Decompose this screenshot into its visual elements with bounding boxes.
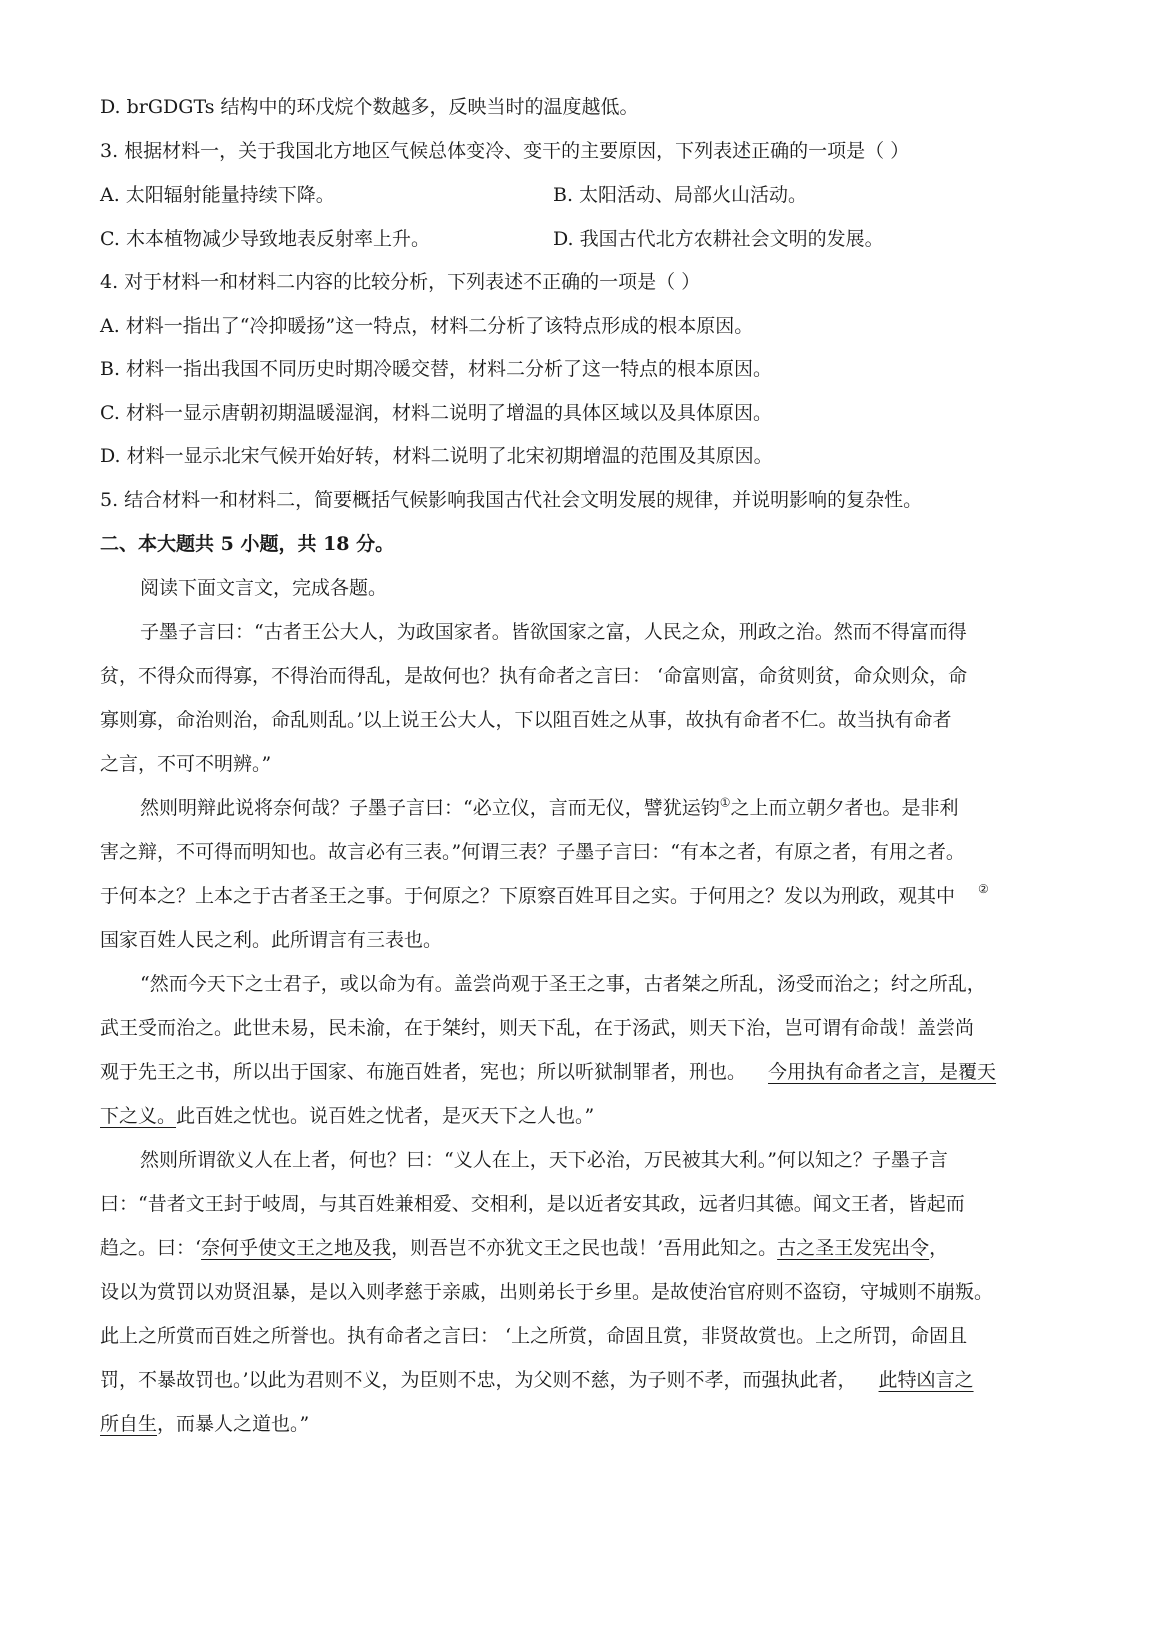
passage-p1-line1: 子墨子言曰：“古者王公大人，为政国家者。皆欲国家之富，人民之众，刑政之治。然而不得富而得 xyxy=(140,621,967,643)
underlined-sentence-4-part2: 所自生 xyxy=(100,1413,158,1435)
section-heading: 二、本大题共 5 小题，共 18 分。 xyxy=(100,533,395,555)
q3-option-d: D. 我国古代北方农耕社会文明的发展。 xyxy=(553,228,884,250)
passage-p4-line6-text: 罚，不暴故罚也。’以此为君则不义，为臣则不忠，为父则不慈，为子则不孝，而强执此者， xyxy=(100,1369,857,1391)
passage-p4-line3-text-c: ， xyxy=(929,1237,949,1259)
underlined-sentence-2: 奈何乎使文王之地及我 xyxy=(201,1237,392,1259)
passage-p3-line3 xyxy=(100,1059,996,1085)
passage-p4-line3-text-b: ，则吾岂不亦犹文王之民也哉！’吾用此知之。 xyxy=(391,1237,778,1259)
footnote-marker-1: ① xyxy=(719,795,731,810)
passage-p3-line2: 武王受而治之。此世未易，民未渝，在于桀纣，则天下乱，在于汤武，则天下治，岂可谓有命哉！盖尝尚 xyxy=(100,1017,975,1039)
passage-p3-line3-text: 观于先王之书，所以出于国家、布施百姓者，宪也；所以听狱制罪者，刑也。 xyxy=(100,1061,747,1083)
passage-p4-line3 xyxy=(100,1235,948,1261)
q4-option-d: D. 材料一显示北宋气候开始好转，材料二说明了北宋初期增温的范围及其原因。 xyxy=(100,445,773,467)
underlined-sentence-3: 古之圣王发宪出令 xyxy=(777,1237,930,1259)
q3-option-a: A. 太阳辐射能量持续下降。 xyxy=(100,184,335,206)
q4-option-b: B. 材料一指出我国不同历史时期冷暖交替，材料二分析了这一特点的根本原因。 xyxy=(100,358,773,380)
passage-p3-line1: “然而今天下之士君子，或以命为有。盖尝尚观于圣王之事，古者桀之所乱，汤受而治之；纣之所乱， xyxy=(140,973,986,995)
q4-option-a: A. 材料一指出了“冷抑暖扬”这一特点，材料二分析了该特点形成的根本原因。 xyxy=(100,315,754,337)
passage-p4-line1: 然则所谓欲义人在上者，何也？曰：“义人在上，天下必治，万民被其大利。”何以知之？子墨子言 xyxy=(140,1149,948,1171)
passage-p2-line4: 国家百姓人民之利。此所谓言有三表也。 xyxy=(100,929,443,951)
footnote-marker-2: ② xyxy=(978,882,989,896)
q3-option-c: C. 木本植物减少导致地表反射率上升。 xyxy=(100,228,430,250)
passage-p2-line3 xyxy=(100,883,955,909)
passage-p4-line5: 此上之所赏而百姓之所誉也。执有命者之言曰： ‘上之所赏，命固且赏，非贤故赏也。上之所罚，命固且 xyxy=(100,1325,968,1347)
underlined-sentence-1-part2: 下之义。 xyxy=(100,1105,177,1127)
passage-p4-line7 xyxy=(100,1411,309,1437)
passage-p4-line2: 曰：“昔者文王封于岐周，与其百姓兼相爱、交相利，是以近者安其政，远者归其德。闻文王者，皆起而 xyxy=(100,1193,965,1215)
q2-option-d: D. brGDGTs 结构中的环戊烷个数越多，反映当时的温度越低。 xyxy=(100,96,639,118)
passage-p1-line4: 之言，不可不明辨。” xyxy=(100,753,272,775)
passage-p1-line3: 寡则寡，命治则治，命乱则乱。’以上说王公大人，下以阻百姓之从事，故执有命者不仁。故当执有命者 xyxy=(100,709,952,731)
passage-p4-line6 xyxy=(100,1367,974,1393)
passage-p2-line1-text-a: 然则明辩此说将奈何哉？子墨子言曰：“必立仪，言而无仪，譬犹运钧 xyxy=(140,797,720,819)
q4-stem: 4. 对于材料一和材料二内容的比较分析，下列表述不正确的一项是（ ） xyxy=(100,271,701,293)
passage-p4-line4: 设以为赏罚以劝贤沮暴，是以入则孝慈于亲戚，出则弟长于乡里。是故使治官府则不盗窃，守城则不崩叛。 xyxy=(100,1281,994,1303)
q3-option-b: B. 太阳活动、局部火山活动。 xyxy=(553,184,808,206)
underlined-sentence-4-part1: 此特凶言之 xyxy=(878,1369,974,1391)
passage-p2-line3-text: 于何本之？上本之于古者圣王之事。于何原之？下原察百姓耳目之实。于何用之？发以为刑政，观其中 xyxy=(100,885,956,907)
passage-p2-line1-text-b: 之上而立朝夕者也。是非利 xyxy=(730,797,959,819)
q4-option-c: C. 材料一显示唐朝初期温暖湿润，材料二说明了增温的具体区域以及具体原因。 xyxy=(100,402,772,424)
underlined-sentence-1-part1: 今用执有命者之言，是覆天 xyxy=(768,1061,997,1083)
passage-p1-line2: 贫，不得众而得寡，不得治而得乱，是故何也？执有命者之言曰： ‘命富则富，命贫则贫，命众则众，命 xyxy=(100,665,968,687)
section-instruction: 阅读下面文言文，完成各题。 xyxy=(140,577,388,599)
q5-stem: 5. 结合材料一和材料二，简要概括气候影响我国古代社会文明发展的规律，并说明影响的复杂性。 xyxy=(100,489,923,511)
passage-p4-line3-text-a: 趋之。曰：‘ xyxy=(100,1237,202,1259)
passage-p2-line1 xyxy=(140,795,959,821)
passage-p3-line4 xyxy=(100,1103,594,1129)
passage-p4-line7-text: ，而暴人之道也。” xyxy=(157,1413,310,1435)
passage-p2-line2: 害之辩，不可得而明知也。故言必有三表。”何谓三表？子墨子言曰：“有本之者，有原之者，有用之者。 xyxy=(100,841,965,863)
q3-stem: 3. 根据材料一，关于我国北方地区气候总体变冷、变干的主要原因，下列表述正确的一项是（ ） xyxy=(100,140,910,162)
passage-p3-line4-text: 此百姓之忧也。说百姓之忧者，是灭天下之人也。” xyxy=(176,1105,595,1127)
